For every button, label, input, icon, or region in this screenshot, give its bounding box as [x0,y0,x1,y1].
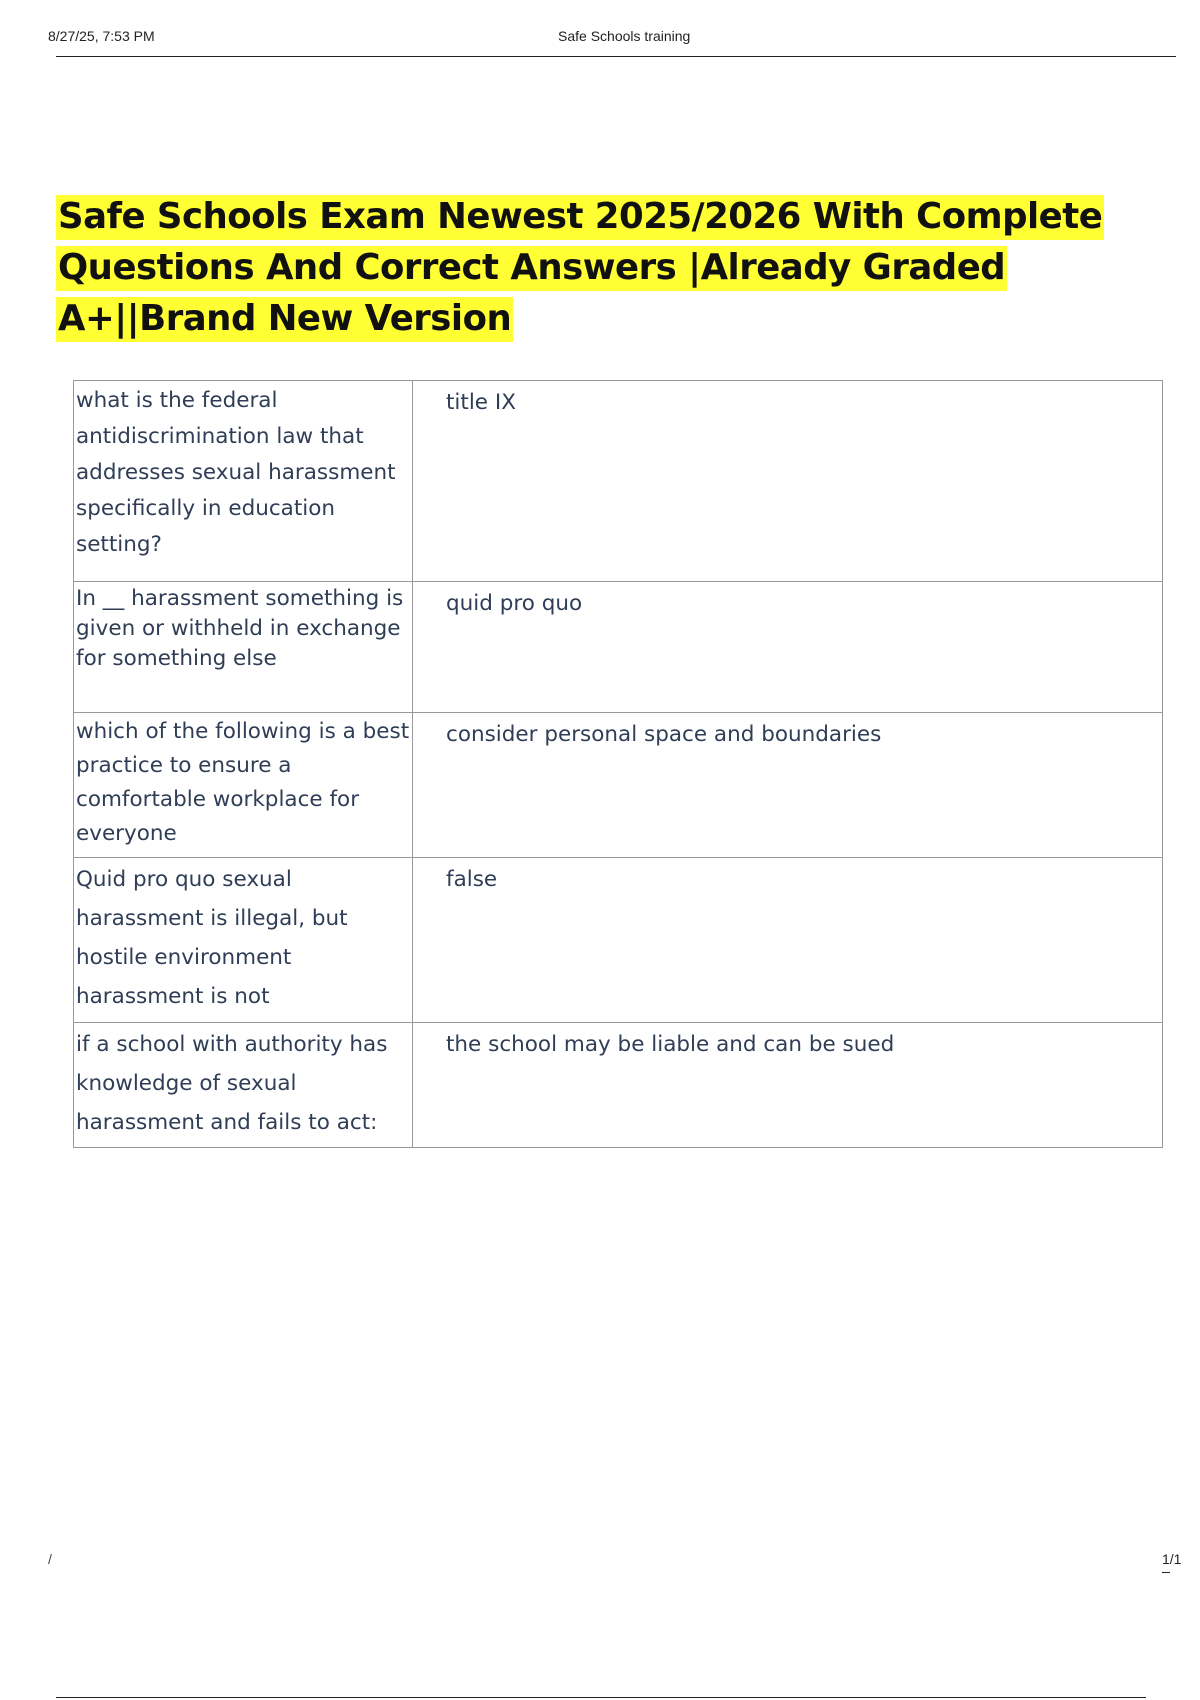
document-title-text: Safe Schools Exam Newest 2025/2026 With Complete Questions And Correct Answers |Already Graded A+||Brand New Version [56,195,1104,342]
document-title [56,191,1196,344]
table-row [74,858,1163,1023]
table-row [74,582,1163,713]
qa-table [73,380,1163,1148]
table-row [74,1023,1163,1148]
table-row [74,381,1163,582]
answer-cell: quid pro quo [413,582,1163,713]
answer-cell: false [413,858,1163,1023]
answer-cell: the school may be liable and can be sued [413,1023,1163,1148]
page-number: 1/1 [1162,1551,1182,1567]
footer-url-mark: / [48,1551,52,1567]
print-header [0,28,1200,48]
header-divider [56,56,1176,57]
answer-cell: title IX [413,381,1163,582]
question-cell: In __ harassment something is given or withheld in exchange for something else [74,582,413,713]
question-cell: what is the federal antidiscrimination law that addresses sexual harassment specifically in education setting? [74,381,413,582]
table-row [74,713,1163,858]
page-number-underline [1162,1572,1170,1573]
question-cell: if a school with authority has knowledge of sexual harassment and fails to act: [74,1023,413,1148]
answer-cell: consider personal space and boundaries [413,713,1163,858]
footer-divider [56,1697,1146,1698]
question-cell: Quid pro quo sexual harassment is illegal, but hostile environment harassment is not [74,858,413,1023]
print-page-title: Safe Schools training [558,28,691,44]
question-cell: which of the following is a best practice to ensure a comfortable workplace for everyone [74,713,413,858]
print-datetime: 8/27/25, 7:53 PM [48,28,155,44]
